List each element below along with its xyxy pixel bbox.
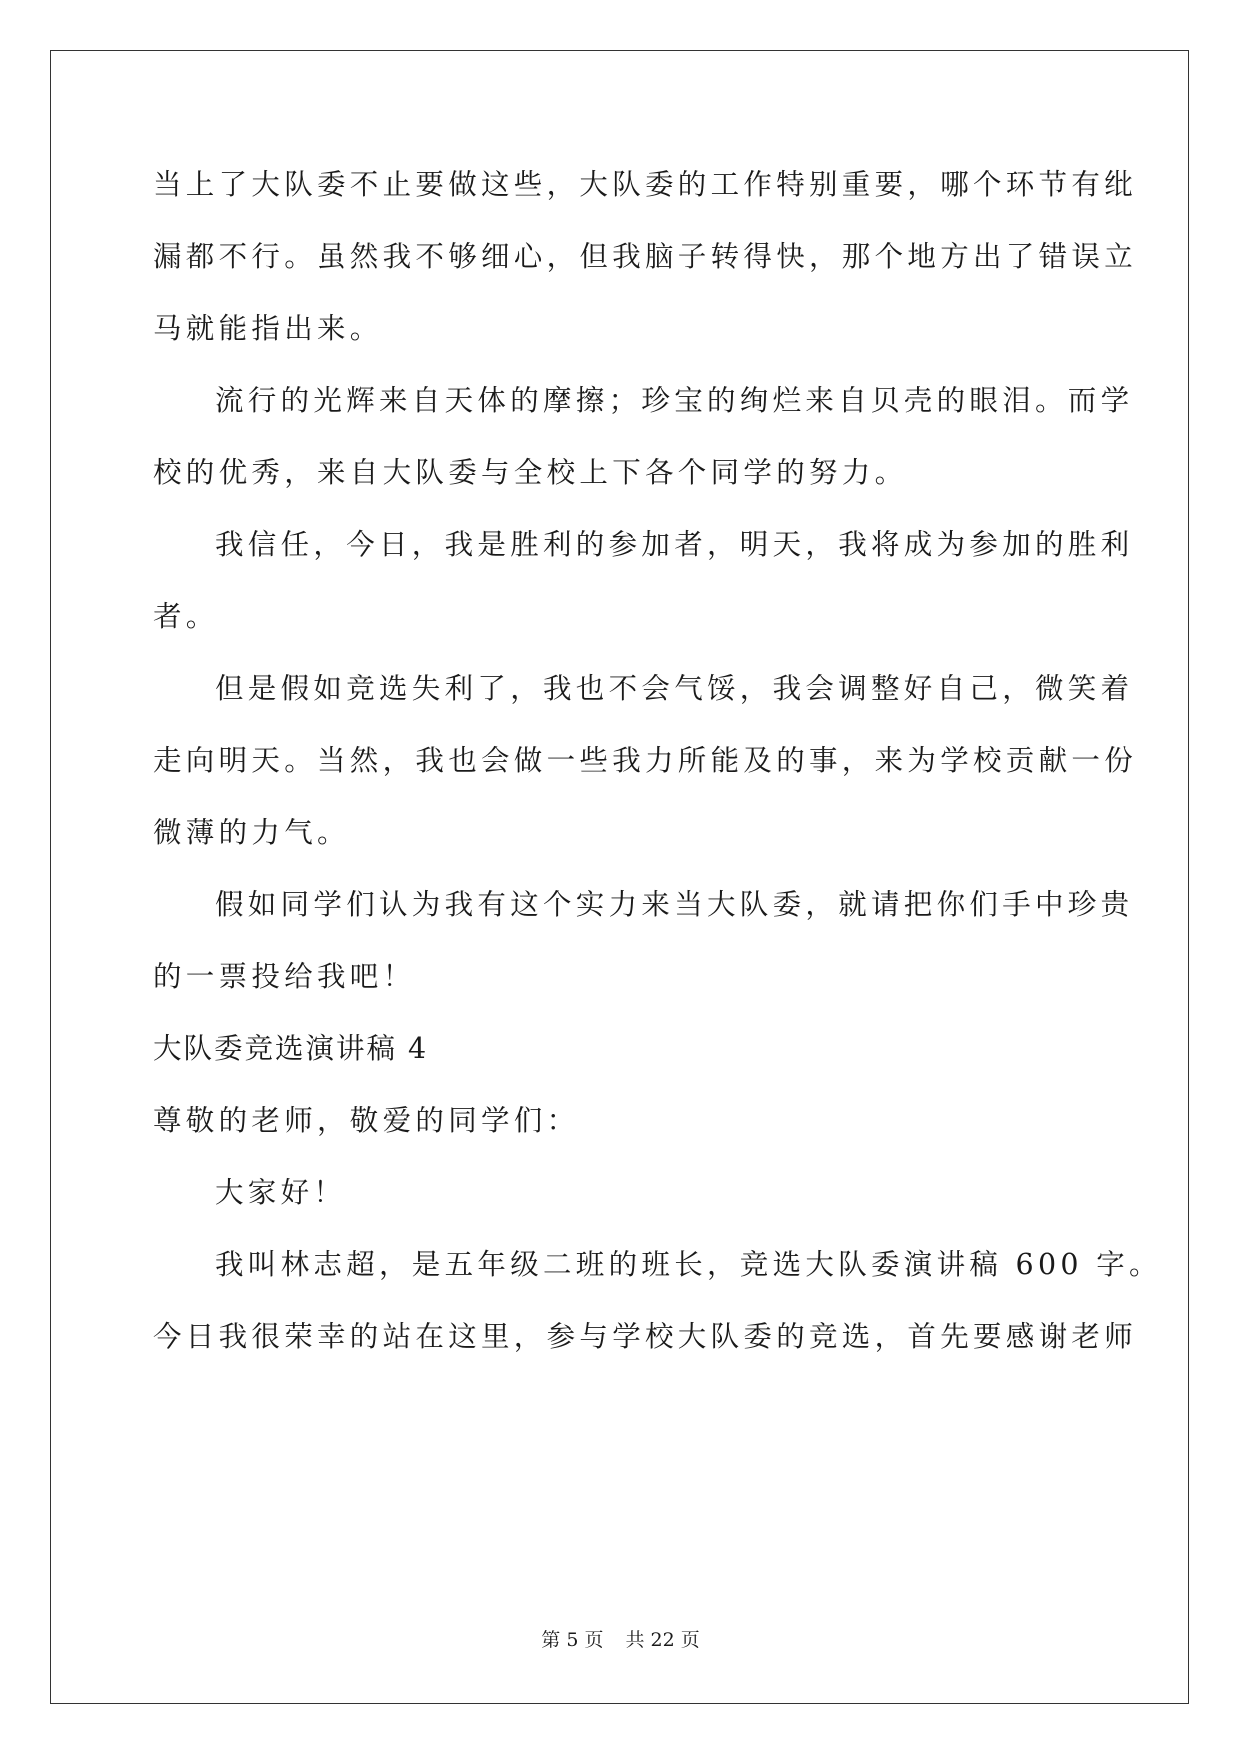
greeting: 大家好！ [215,1176,347,1209]
body-line: 马就能指出来。 [153,312,383,345]
body-line: 今日我很荣幸的站在这里，参与学校大队委的竞选，首先要感谢老师 [153,1320,1138,1353]
body-line: 者。 [153,600,219,633]
body-line: 漏都不行。虽然我不够细心，但我脑子转得快，那个地方出了错误立 [153,240,1138,273]
body-line: 我叫林志超，是五年级二班的班长，竞选大队委演讲稿 600 字。 [215,1248,1162,1281]
body-line: 校的优秀，来自大队委与全校上下各个同学的努力。 [153,456,908,489]
body-line: 我信任，今日，我是胜利的参加者，明天，我将成为参加的胜利 [215,528,1134,561]
body-line: 微薄的力气。 [153,816,350,849]
body-line: 流行的光辉来自天体的摩擦；珍宝的绚烂来自贝壳的眼泪。而学 [215,384,1134,417]
body-line: 走向明天。当然，我也会做一些我力所能及的事，来为学校贡献一份 [153,744,1138,777]
body-line: 当上了大队委不止要做这些，大队委的工作特别重要，哪个环节有纰 [153,168,1138,201]
body-line: 的一票投给我吧！ [153,960,416,993]
page-border [50,50,1189,1704]
body-line: 但是假如竞选失利了，我也不会气馁，我会调整好自己，微笑着 [215,672,1134,705]
section-heading: 大队委竞选演讲稿 4 [153,1032,429,1065]
page-total: 共 22 页 [625,1629,700,1651]
page-footer [0,1628,1241,1652]
body-line: 假如同学们认为我有这个实力来当大队委，就请把你们手中珍贵 [215,888,1134,921]
page-number: 第 5 页 [541,1629,604,1651]
salutation: 尊敬的老师，敬爱的同学们： [153,1104,580,1137]
